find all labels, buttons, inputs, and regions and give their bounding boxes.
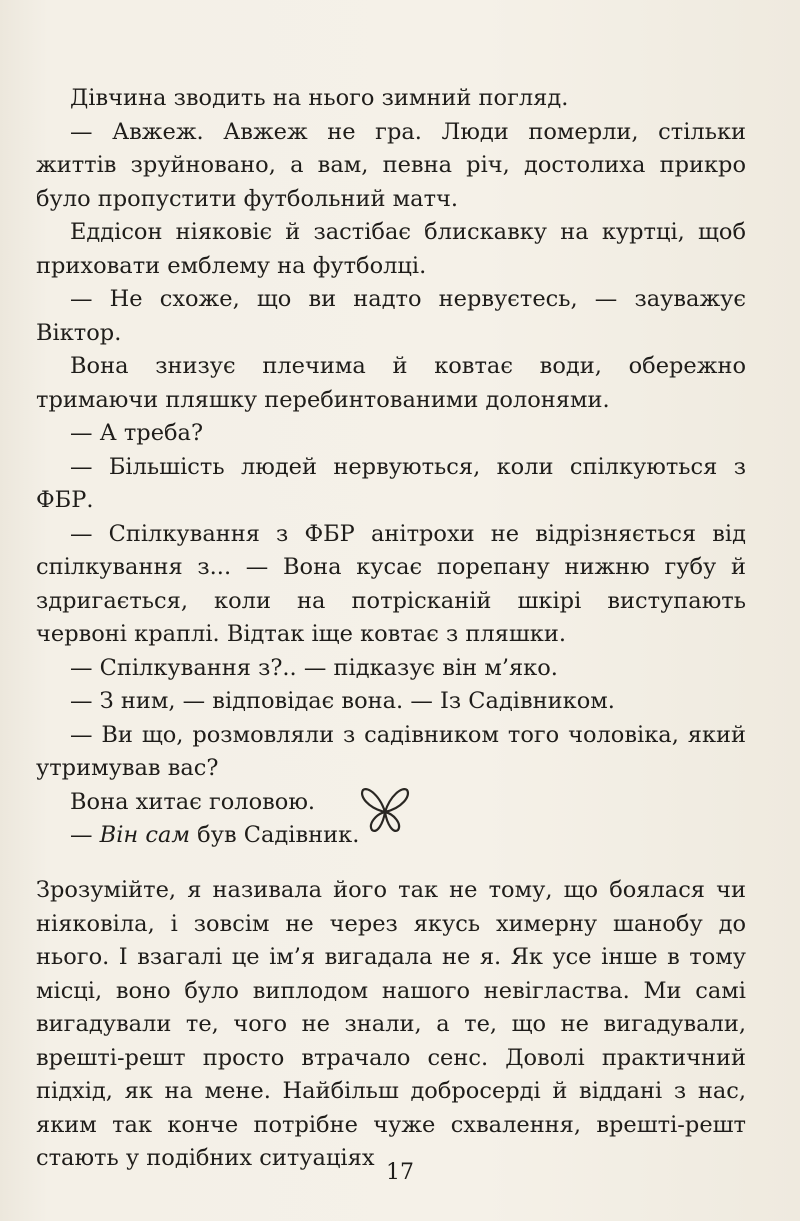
paragraph: Вона хитає головою. [70, 788, 316, 815]
paragraph: — А треба? [70, 420, 204, 446]
paragraph: — Спілкування з?.. — підказує він м’яко. [70, 654, 558, 681]
dash: — [70, 822, 100, 848]
line-rest: був Садівник. [190, 822, 360, 848]
paragraph: — Авжеж. Авжеж не гра. Люди померли, стільки життів зруйновано, а вам, певна річ, достолиха прикро було пропустити футбольний матч. [36, 118, 746, 212]
italic-phrase: Він сам [99, 822, 191, 848]
paragraph: — Спілкування з ФБР анітрохи не відрізняється від спілкування з... — Вона кусає порепану нижню губу й здригається, коли на потрісканій шкірі виступають червоні краплі. Відтак іще ковтає з пляшки. [36, 520, 746, 647]
paragraph: — З ним, — відповідає вона. — Із Садівником. [70, 688, 615, 714]
page-number: 17 [386, 1160, 414, 1185]
dialogue-section [36, 82, 746, 853]
paragraph: Зрозумійте, я називала його так не тому, що боялася чи ніяковіла, і зовсім не через якусь химерну шанобу до нього. І взагалі це ім’я вигадала не я. Як усе інше в тому місці, воно було виплодом нашого невігластва. Ми самі вигадували те, чого не знали, а те, що не вигадували, врешті-решт просто втрачало сенс. Доволі практичний підхід, як на мене. Найбільш добросерді й віддані з нас, яким так конче потрібне чуже схвалення, врешті-решт стають у подібних ситуаціях [36, 877, 746, 1171]
narrative-section [36, 874, 746, 1176]
paragraph: — Більшість людей нервуються, коли спілкуються з ФБР. [36, 453, 746, 513]
paragraph: Дівчина зводить на нього зимний погляд. [70, 85, 569, 111]
butterfly-icon [360, 782, 410, 836]
paragraph: Вона знизує плечима й ковтає води, обережно тримаючи пляшку перебинтованими долонями. [36, 353, 746, 413]
paragraph: — Не схоже, що ви надто нервуєтесь, — зауважує Віктор. [36, 286, 746, 346]
paragraph: — Ви що, розмовляли з садівником того чоловіка, який утримував вас? [36, 721, 746, 781]
paragraph: Еддісон ніяковіє й застібає блискавку на куртці, щоб приховати емблему на футболці. [36, 219, 746, 279]
